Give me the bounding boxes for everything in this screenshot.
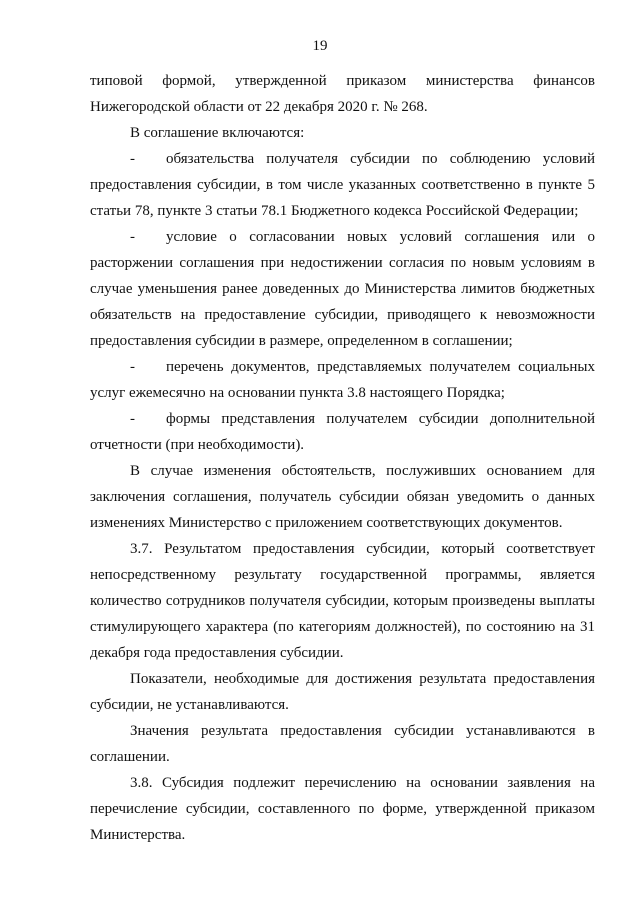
list-item-text: условие о согласовании новых условий соглашения или о расторжении соглашения при недостижении согласия по новым условиям в случае уменьшения ранее доведенных до Министерства лимитов бюджетных обязательств на предоставление субсидии, приводящего к невозможности предоставления субсидии в размере, определенном в соглашении; [90, 229, 595, 349]
paragraph-section-3-8: 3.8. Субсидия подлежит перечислению на основании заявления на перечисление субсидии, составленного по форме, утвержденной приказом Министерства. [90, 775, 595, 843]
paragraph-continuation: типовой формой, утвержденной приказом министерства финансов Нижегородской области от 22 декабря 2020 г. № 268. [90, 73, 595, 115]
list-dash-marker: - [130, 411, 135, 427]
list-item-text: обязательства получателя субсидии по соблюдению условий предоставления субсидии, в том числе указанных соответственно в пункте 5 статьи 78, пункте 3 статьи 78.1 Бюджетного кодекса Российской Федерации; [90, 151, 595, 219]
list-item-text: перечень документов, представляемых получателем социальных услуг ежемесячно на основании пункта 3.8 настоящего Порядка; [90, 359, 595, 401]
page-number: 19 [312, 38, 328, 54]
paragraph-result-values: Значения результата предоставления субсидии устанавливаются в соглашении. [90, 723, 595, 765]
list-dash-marker: - [130, 229, 135, 245]
list-item-obligations [90, 146, 595, 224]
paragraph-agreement-intro: В соглашение включаются: [130, 125, 305, 141]
paragraph-indicators: Показатели, необходимые для достижения результата предоставления субсидии, не устанавливаются. [90, 671, 595, 713]
paragraph-circumstances-change: В случае изменения обстоятельств, послуживших основанием для заключения соглашения, получатель субсидии обязан уведомить о данных изменениях Министерство с приложением соответствующих документов. [90, 463, 595, 531]
list-dash-marker: - [130, 359, 135, 375]
paragraph-section-3-7: 3.7. Результатом предоставления субсидии, который соответствует непосредственному результату государственной программы, является количество сотрудников получателя субсидии, которым произведены выплаты стимулирующего характера (по категориям должностей), по состоянию на 31 декабря года предоставления субсидии. [90, 541, 595, 661]
list-item-text: формы представления получателем субсидии дополнительной отчетности (при необходимости). [90, 411, 595, 453]
list-item-new-conditions [90, 224, 595, 354]
list-item-reporting-forms [90, 406, 595, 458]
list-item-documents [90, 354, 595, 406]
document-body [90, 68, 595, 848]
list-dash-marker: - [130, 151, 135, 167]
